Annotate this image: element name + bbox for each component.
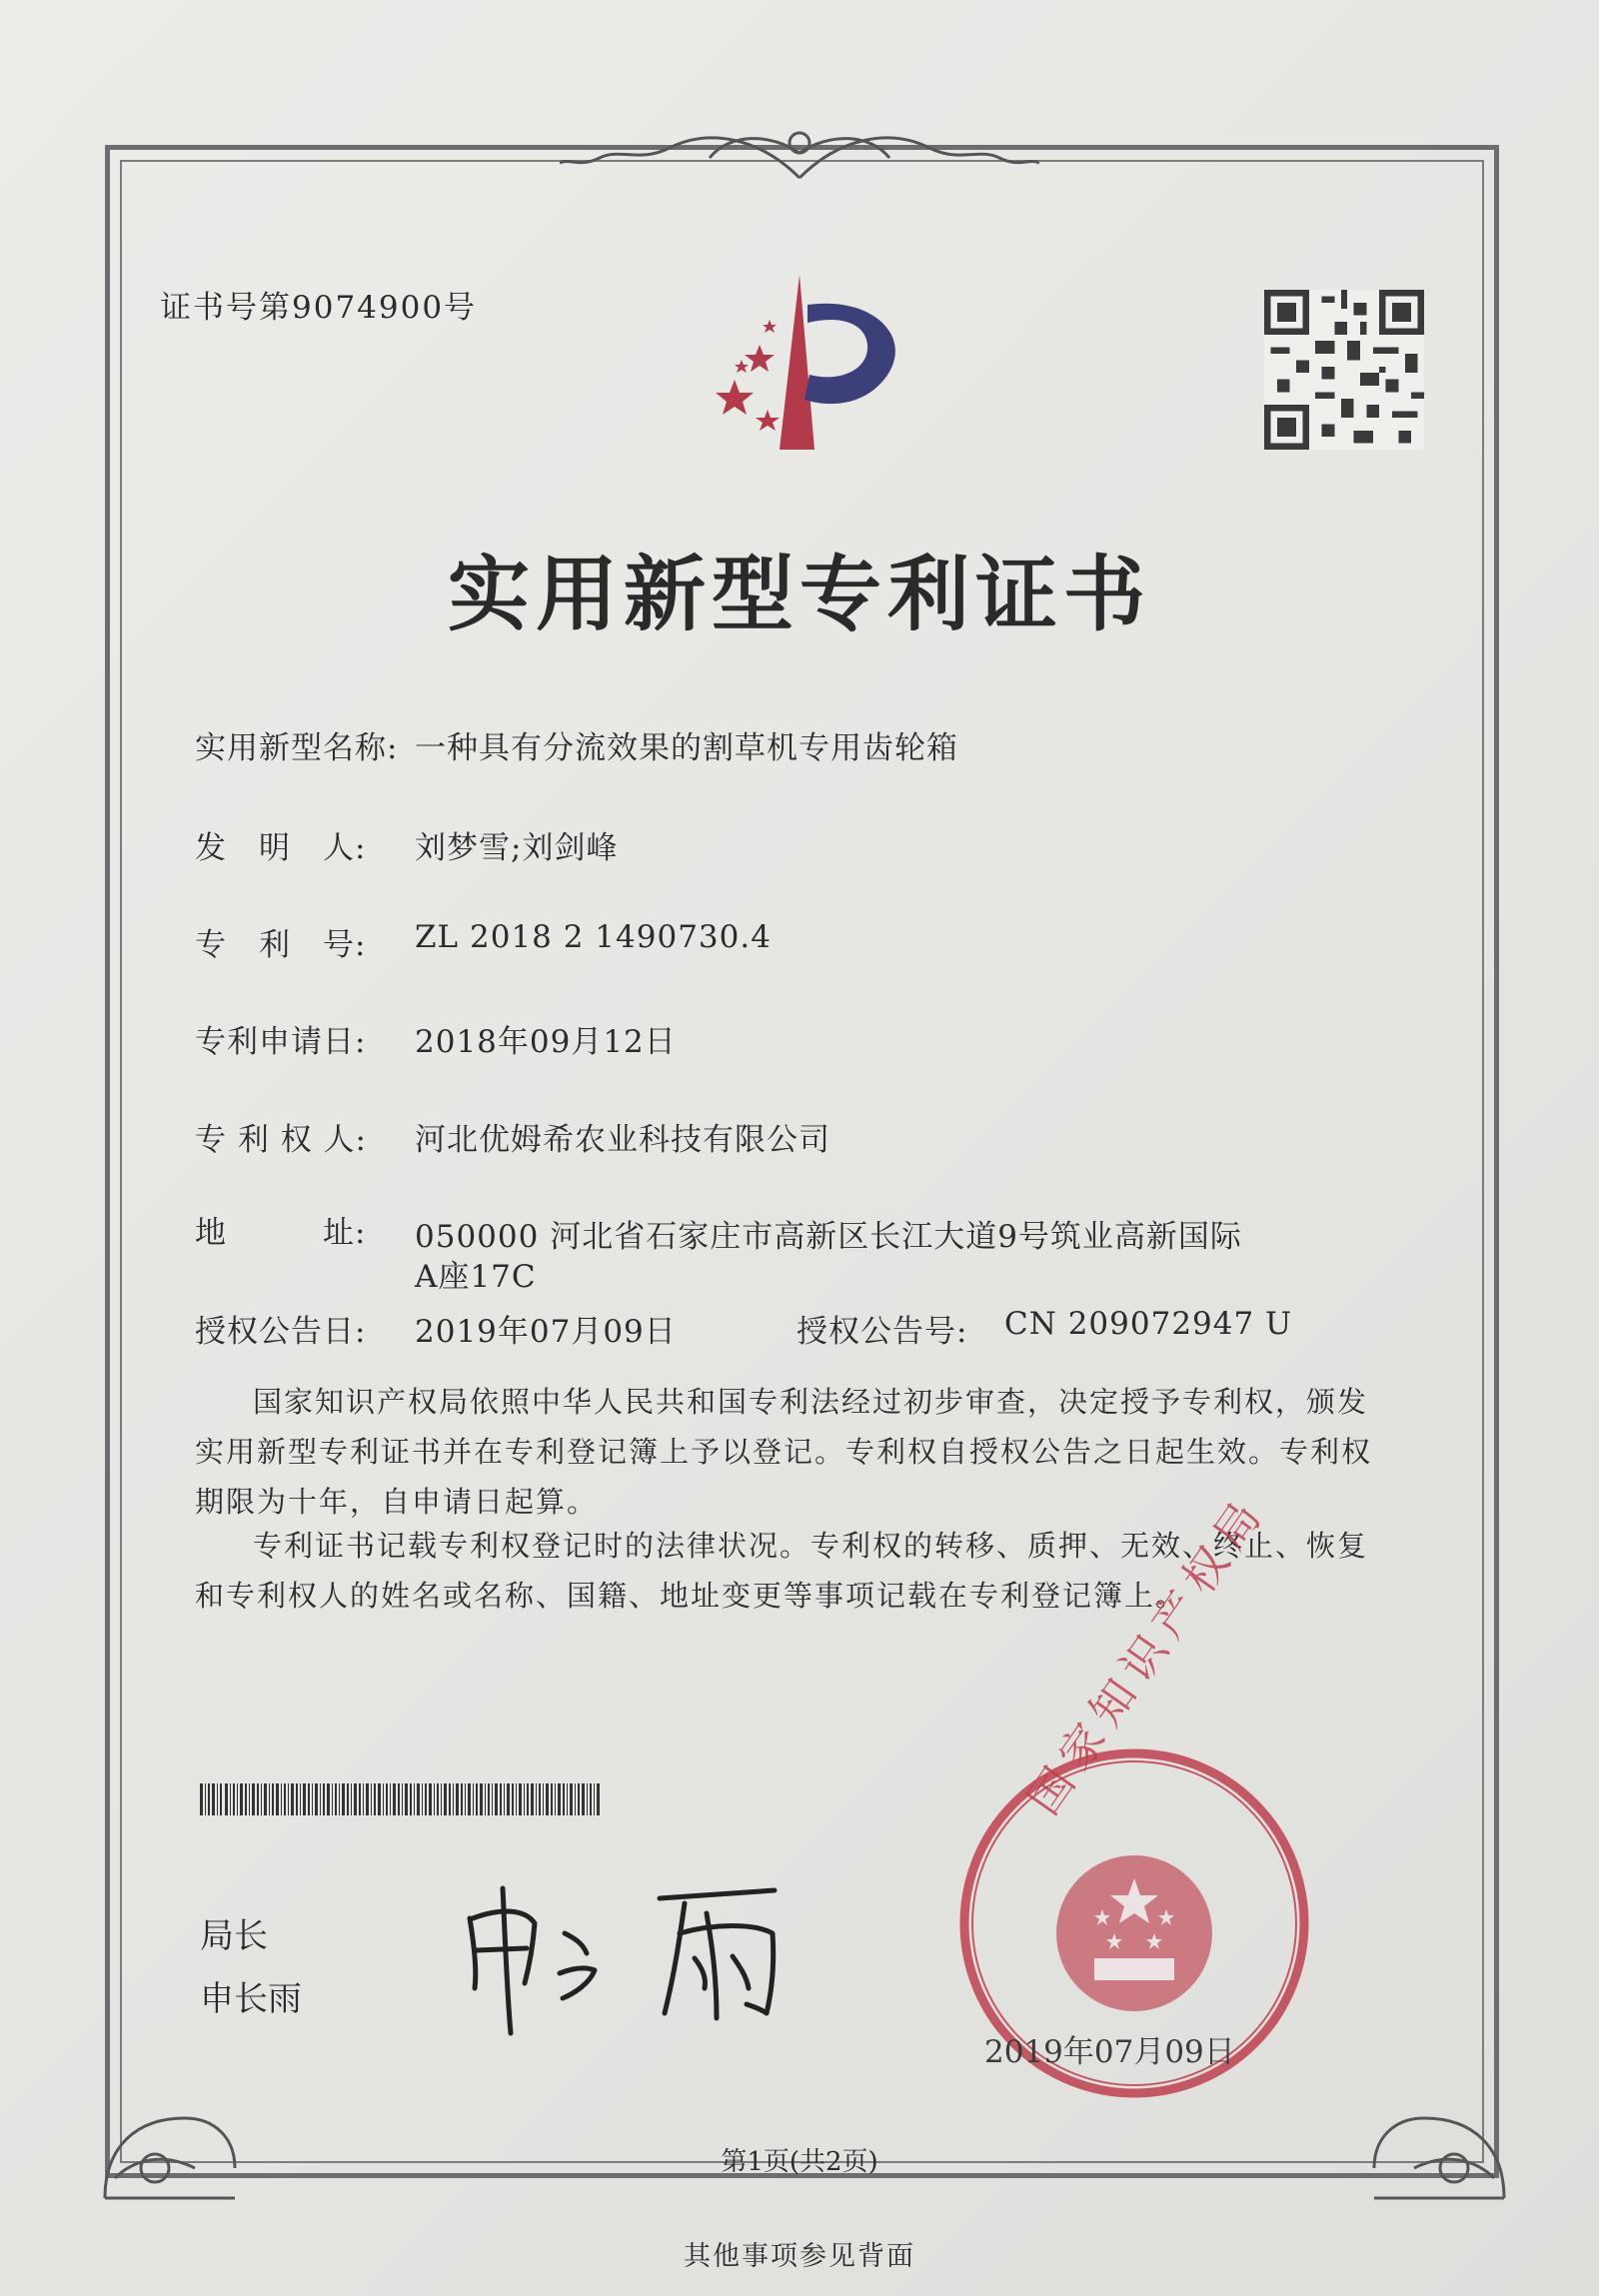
paragraph-2: 专利证书记载专利权登记时的法律状况。专利权的转移、质押、无效、终止、恢复和专利权人的姓名或名称、国籍、地址变更等事项记载在专利登记簿上。 [195, 1529, 1369, 1613]
certificate-title: 实用新型专利证书 [447, 548, 1151, 642]
director-name: 申长雨 [200, 1979, 302, 2019]
name-value: 一种具有分流效果的割草机专用齿轮箱 [415, 730, 958, 766]
paragraph-1: 国家知识产权局依照中华人民共和国专利法经过初步审查，决定授予专利权，颁发实用新型专利证书并在专利登记簿上予以登记。专利权自授权公告之日起生效。专利权期限为十年，自申请日起算。 [195, 1385, 1373, 1519]
patent-number-value: ZL 2018 2 1490730.4 [415, 919, 772, 955]
filing-date-value: 2018年09月12日 [415, 1024, 677, 1060]
name-label: 实用新型名称: [195, 730, 399, 766]
address-value-line2: A座17C [415, 1259, 537, 1295]
address-label: 地 址: [195, 1215, 367, 1251]
patentee-label: 专 利 权 人: [195, 1122, 368, 1158]
address-value-line1: 050000 河北省石家庄市高新区长江大道9号筑业高新国际 [415, 1219, 1242, 1255]
director-signature [455, 1878, 804, 2038]
patent-office-logo [680, 265, 919, 465]
qr-code [1264, 290, 1424, 450]
barcode [200, 1783, 600, 1815]
seal-text: 国家知识产权局 [1018, 1485, 1277, 1824]
grant-number-label: 授权公告号: [797, 1314, 968, 1350]
grant-number-value: CN 209072947 U [1004, 1306, 1293, 1342]
patentee-value: 河北优姆希农业科技有限公司 [415, 1122, 830, 1158]
page-number: 第1页(共2页) [721, 2147, 878, 2177]
corner-ornament-right [1364, 2058, 1514, 2208]
patent-number-label: 专 利 号: [195, 927, 367, 963]
certificate-number: 证书号第9074900号 [160, 290, 478, 326]
grant-date-value: 2019年07月09日 [415, 1314, 677, 1350]
grant-date-label: 授权公告日: [195, 1314, 367, 1350]
director-title: 局长 [200, 1916, 268, 1956]
corner-ornament-left [95, 2058, 245, 2208]
back-note: 其他事项参见背面 [684, 2241, 915, 2272]
seal-date: 2019年07月09日 [984, 2034, 1235, 2070]
filing-date-label: 专利申请日: [195, 1024, 367, 1060]
top-ornament [560, 118, 1039, 188]
inventor-label: 发 明 人: [195, 830, 367, 866]
inventor-value: 刘梦雪;刘剑峰 [415, 830, 619, 866]
